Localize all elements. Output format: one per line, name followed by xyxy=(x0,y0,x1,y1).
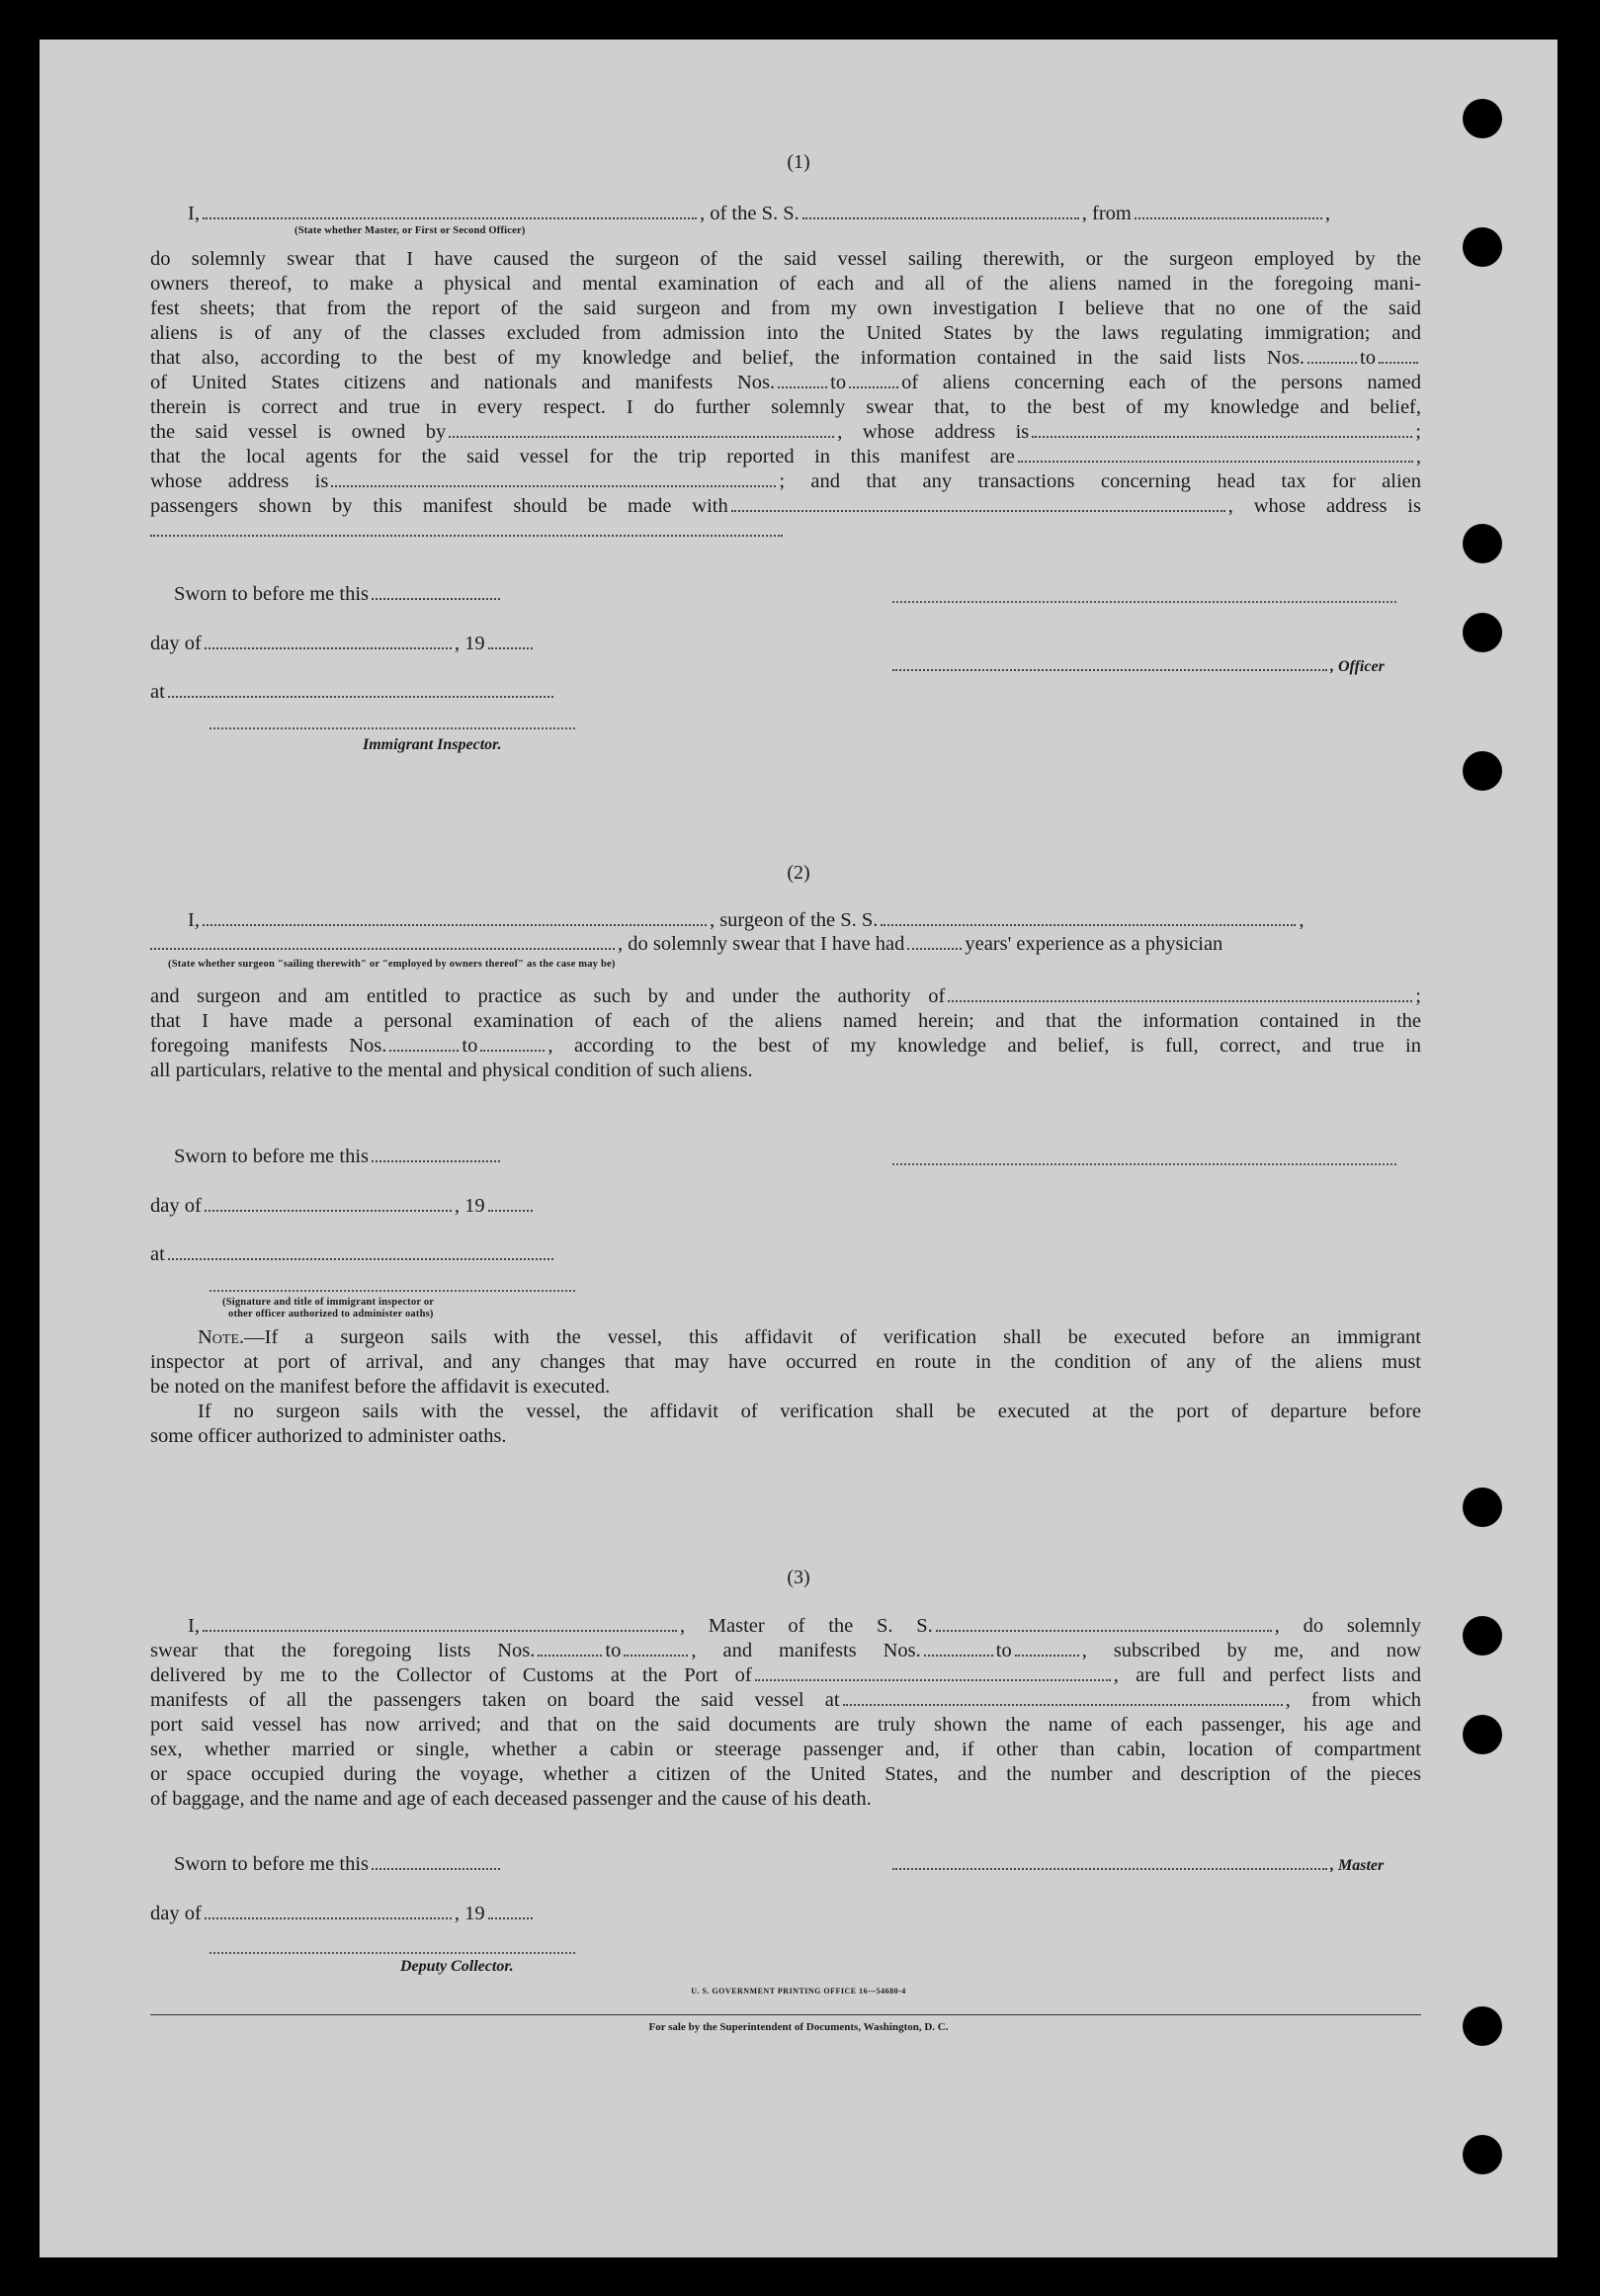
section-1-officer: , Officer xyxy=(892,654,1385,677)
manifest-affidavit-page xyxy=(40,40,1558,2257)
sale-notice: For sale by the Superintendent of Documents, Washington, D. C. xyxy=(648,2021,949,2033)
officer-name-blank xyxy=(203,204,697,219)
agents-address-blank xyxy=(331,471,776,487)
year-blank-2 xyxy=(488,1196,533,1212)
manifests-to-blank-2 xyxy=(480,1036,545,1052)
master-signature-blank xyxy=(892,1854,1327,1870)
section-2-day-of: day of , 19 xyxy=(150,1195,536,1218)
section-3-heading: (3) xyxy=(787,1567,810,1588)
punch-hole xyxy=(1463,751,1502,791)
boarding-place-blank xyxy=(843,1690,1283,1706)
lists-from-blank xyxy=(1307,348,1357,364)
year-blank xyxy=(488,634,533,649)
punch-hole xyxy=(1463,613,1502,652)
section-3-master: , Master xyxy=(892,1853,1384,1876)
sworn-date-blank xyxy=(372,584,500,600)
deputy-collector-label: Deputy Collector. xyxy=(400,1958,514,1975)
section-2-line-2: , do solemnly swear that I have had years' experience as a physician xyxy=(150,933,1222,956)
lists-to-blank xyxy=(1379,348,1418,364)
officer-signature-blank xyxy=(892,655,1327,671)
place-blank-2 xyxy=(168,1244,553,1260)
signature-line xyxy=(892,601,1396,603)
departure-port-blank xyxy=(1135,204,1322,219)
place-blank xyxy=(168,682,553,698)
surgeon-vessel-blank xyxy=(881,910,1296,926)
section-3-sworn: Sworn to before me this xyxy=(174,1853,503,1876)
section-1-sworn: Sworn to before me this xyxy=(174,583,503,606)
s3-manifests-from-blank xyxy=(924,1641,993,1657)
section-2-sworn: Sworn to before me this xyxy=(174,1146,503,1168)
surgeon-name-blank xyxy=(203,910,707,926)
punch-hole xyxy=(1463,227,1502,267)
section-2-at: at xyxy=(150,1243,556,1266)
section-2-body: and surgeon and am entitled to practice as such by and under the authority of ; that I have made a personal examination of each of the aliens named herein; and that the information contained in the foregoing manifests Nos. to , according to the best of my knowledge and belief, is full, correct, and true in all particulars, relative to the mental and physical condition of such aliens. xyxy=(150,985,1421,1081)
punch-hole xyxy=(1463,1616,1502,1656)
section-1-at: at xyxy=(150,681,556,704)
punch-hole xyxy=(1463,524,1502,563)
year-blank-3 xyxy=(488,1904,533,1919)
punch-hole xyxy=(1463,1715,1502,1754)
section-2-surgeon-note: (State whether surgeon "sailing therewith" or "employed by owners thereof" as the case may be) xyxy=(168,959,616,970)
surgeon-signature-line xyxy=(892,1163,1396,1165)
day-blank xyxy=(205,634,452,649)
section-3-day-of: day of , 19 xyxy=(150,1903,536,1925)
punch-hole xyxy=(1463,99,1502,138)
section-1-heading: (1) xyxy=(787,151,810,173)
section-2-heading: (2) xyxy=(787,862,810,884)
section-3-body: I, , Master of the S. S. , do solemnly swear that the foregoing lists Nos. to , and manifests Nos. to , subscribed by me, and now delivered by me to the Collector of Customs at the Port of , are full and perfect lists and manifests of all the passengers taken on board the said vessel at , from which port said vessel has now arrived; and that on the said documents are truly shown the name of each passenger, his age and sex, whether married or single, whether a cabin or steerage passenger and, if other than cabin, location of compartment or space occupied during the voyage, whether a citizen of the United States, and the number and description of the pieces of baggage, and the name and age of each deceased passenger and the cause of his death. xyxy=(150,1615,1422,1810)
section-1-day-of: day of , 19 xyxy=(150,633,536,655)
sworn-date-blank-3 xyxy=(372,1854,500,1870)
s3-manifests-to-blank xyxy=(1015,1641,1079,1657)
years-experience-blank xyxy=(907,934,962,950)
manifests-to-blank xyxy=(849,373,898,388)
owner-blank xyxy=(449,422,834,438)
punch-hole xyxy=(1463,2135,1502,2174)
gpo-imprint: U. S. GOVERNMENT PRINTING OFFICE 16—54680-4 xyxy=(691,1987,906,1996)
master-vessel-blank xyxy=(936,1616,1272,1632)
manifests-from-blank-2 xyxy=(389,1036,459,1052)
master-name-blank xyxy=(203,1616,677,1632)
sworn-date-blank-2 xyxy=(372,1147,500,1162)
head-tax-contact-blank xyxy=(731,496,1225,512)
s3-lists-to-blank xyxy=(624,1641,688,1657)
section-2-line-1: I, , surgeon of the S. S. , xyxy=(188,909,1305,931)
authority-blank xyxy=(948,986,1412,1002)
surgeon-status-blank xyxy=(150,934,615,950)
footer-rule xyxy=(150,2014,1421,2015)
s3-lists-from-blank xyxy=(538,1641,602,1657)
immigrant-inspector-label: Immigrant Inspector. xyxy=(363,736,502,753)
port-blank xyxy=(755,1665,1111,1681)
inspector-signature-line xyxy=(210,727,575,729)
day-blank-2 xyxy=(205,1196,452,1212)
section-2-note: Note.—If a surgeon sails with the vessel, this affidavit of verification shall be executed before an immigrant inspector at port of arrival, and any changes that may have occurred en route in the condition of any of the aliens must be noted on the manifest before the affidavit is executed. If no surgeon sails with the vessel, the affidavit of verification shall be executed at the port of departure before some officer authorized to administer oaths. xyxy=(150,1326,1421,1447)
official-signature-line xyxy=(210,1290,575,1292)
section-1-line-1: I, , of the S. S. , from , xyxy=(188,203,1330,224)
punch-hole xyxy=(1463,1488,1502,1527)
manifests-from-blank xyxy=(778,373,827,388)
vessel-name-blank xyxy=(802,204,1079,219)
owner-address-blank xyxy=(1032,422,1412,438)
section-1-body: do solemnly swear that I have caused the surgeon of the said vessel sailing therewith, or the surgeon employed by the owners thereof, to make a physical and mental examination of each and all of the aliens named in the foregoing mani- fest sheets; that from the report of the said surgeon and from my own investigation I believe that no one of the said aliens is of any of the classes excluded from admission into the United States by the laws regulating immigration; and that also, according to the best of my knowledge and belief, the information contained in the said lists Nos. to of United States citizens and nationals and manifests Nos. to of aliens concerning each of the persons named therein is correct and true in every respect. I do further solemnly swear that, to the best of my knowledge and belief, the said vessel is owned by , whose address is ; that the local agents for the said vessel for the trip reported in this manifest are , whose address is ; and that any transactions concerning head tax for alien passengers shown by this manifest should be made with , whose address is xyxy=(150,247,1421,544)
day-blank-3 xyxy=(205,1904,452,1919)
deputy-signature-line xyxy=(210,1952,575,1954)
head-tax-address-blank xyxy=(150,521,783,537)
local-agents-blank xyxy=(1018,447,1413,463)
section-1-officer-note: (State whether Master, or First or Second Officer) xyxy=(295,225,526,236)
signature-title-note: (Signature and title of immigrant inspector or other officer authorized to administer oaths) xyxy=(222,1297,435,1319)
